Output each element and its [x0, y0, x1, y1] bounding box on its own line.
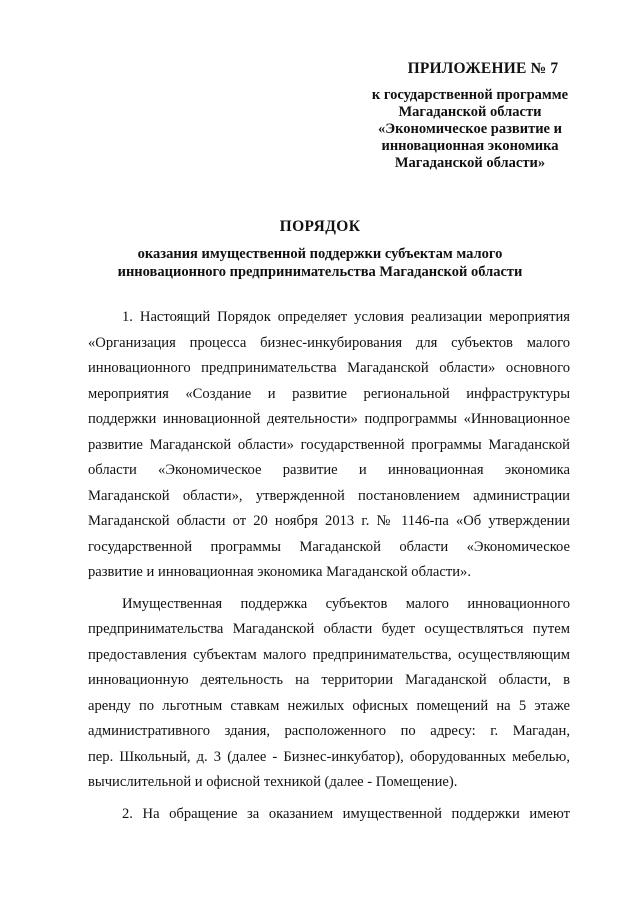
text-line: мероприятия «Создание и развитие региональной инфраструктуры	[88, 385, 570, 402]
text-line: пер. Школьный, д. 3 (далее - Бизнес-инкубатор), оборудованных мебелью,	[88, 748, 570, 765]
appendix-block	[360, 60, 580, 172]
text-line: поддержки инновационной деятельности» подпрограммы «Инновационное	[88, 411, 570, 427]
paragraph-3	[88, 802, 570, 828]
appendix-line: к государственной программе	[371, 87, 569, 103]
appendix-line: «Экономическое развитие и	[378, 121, 562, 137]
text-line: инновационного предпринимательства Магаданской области» основного	[88, 360, 570, 376]
text-line: развитие и инновационная экономика Магаданской области».	[88, 564, 472, 580]
text-line: Имущественная поддержка субъектов малого инновационного	[122, 595, 570, 612]
text-line: Магаданской области», утвержденной постановлением администрации	[88, 487, 570, 504]
text-line: вычислительной и офисной техникой (далее - Помещение).	[88, 774, 458, 790]
text-line: предоставления субъектам малого предпринимательства, осуществляющим	[88, 646, 570, 663]
paragraph-1	[88, 305, 570, 586]
document-subtitle	[80, 245, 560, 281]
text-line: административного здания, расположенного по адресу: г. Магадан,	[88, 723, 570, 739]
text-line: Магаданской области от 20 ноября 2013 г. № 1146-па «Об утверждении	[88, 513, 570, 529]
text-line: предпринимательства Магаданской области будет осуществляться путем	[88, 621, 570, 637]
text-line: развитие Магаданской области» государственной программы Магаданской	[88, 436, 570, 453]
document-title: ПОРЯДОК	[279, 218, 361, 235]
paragraph-2	[88, 592, 570, 796]
text-line: области «Экономическое развитие и инновационная экономика	[88, 462, 570, 478]
appendix-line: Магаданской области	[398, 104, 542, 120]
appendix-line: Магаданской области»	[394, 155, 546, 171]
text-line: аренду по льготным ставкам нежилых офисных помещений на 5 этаже	[88, 697, 570, 714]
text-line: «Организация процесса бизнес-инкубирования для субъектов малого	[88, 334, 570, 351]
text-line: 1. Настоящий Порядок определяет условия реализации мероприятия	[122, 309, 570, 325]
subtitle-line: инновационного предпринимательства Магаданской области	[117, 264, 523, 280]
document-body	[88, 305, 570, 833]
text-line: 2. На обращение за оказанием имущественной поддержки имеют	[122, 805, 570, 822]
text-line: инновационную деятельность на территории Магаданской области, в	[88, 672, 570, 688]
appendix-line: инновационная экономика	[381, 138, 559, 154]
text-line: государственной программы Магаданской области «Экономическое	[88, 538, 570, 555]
appendix-heading: ПРИЛОЖЕНИЕ № 7	[407, 60, 559, 77]
subtitle-line: оказания имущественной поддержки субъектам малого	[137, 246, 503, 262]
